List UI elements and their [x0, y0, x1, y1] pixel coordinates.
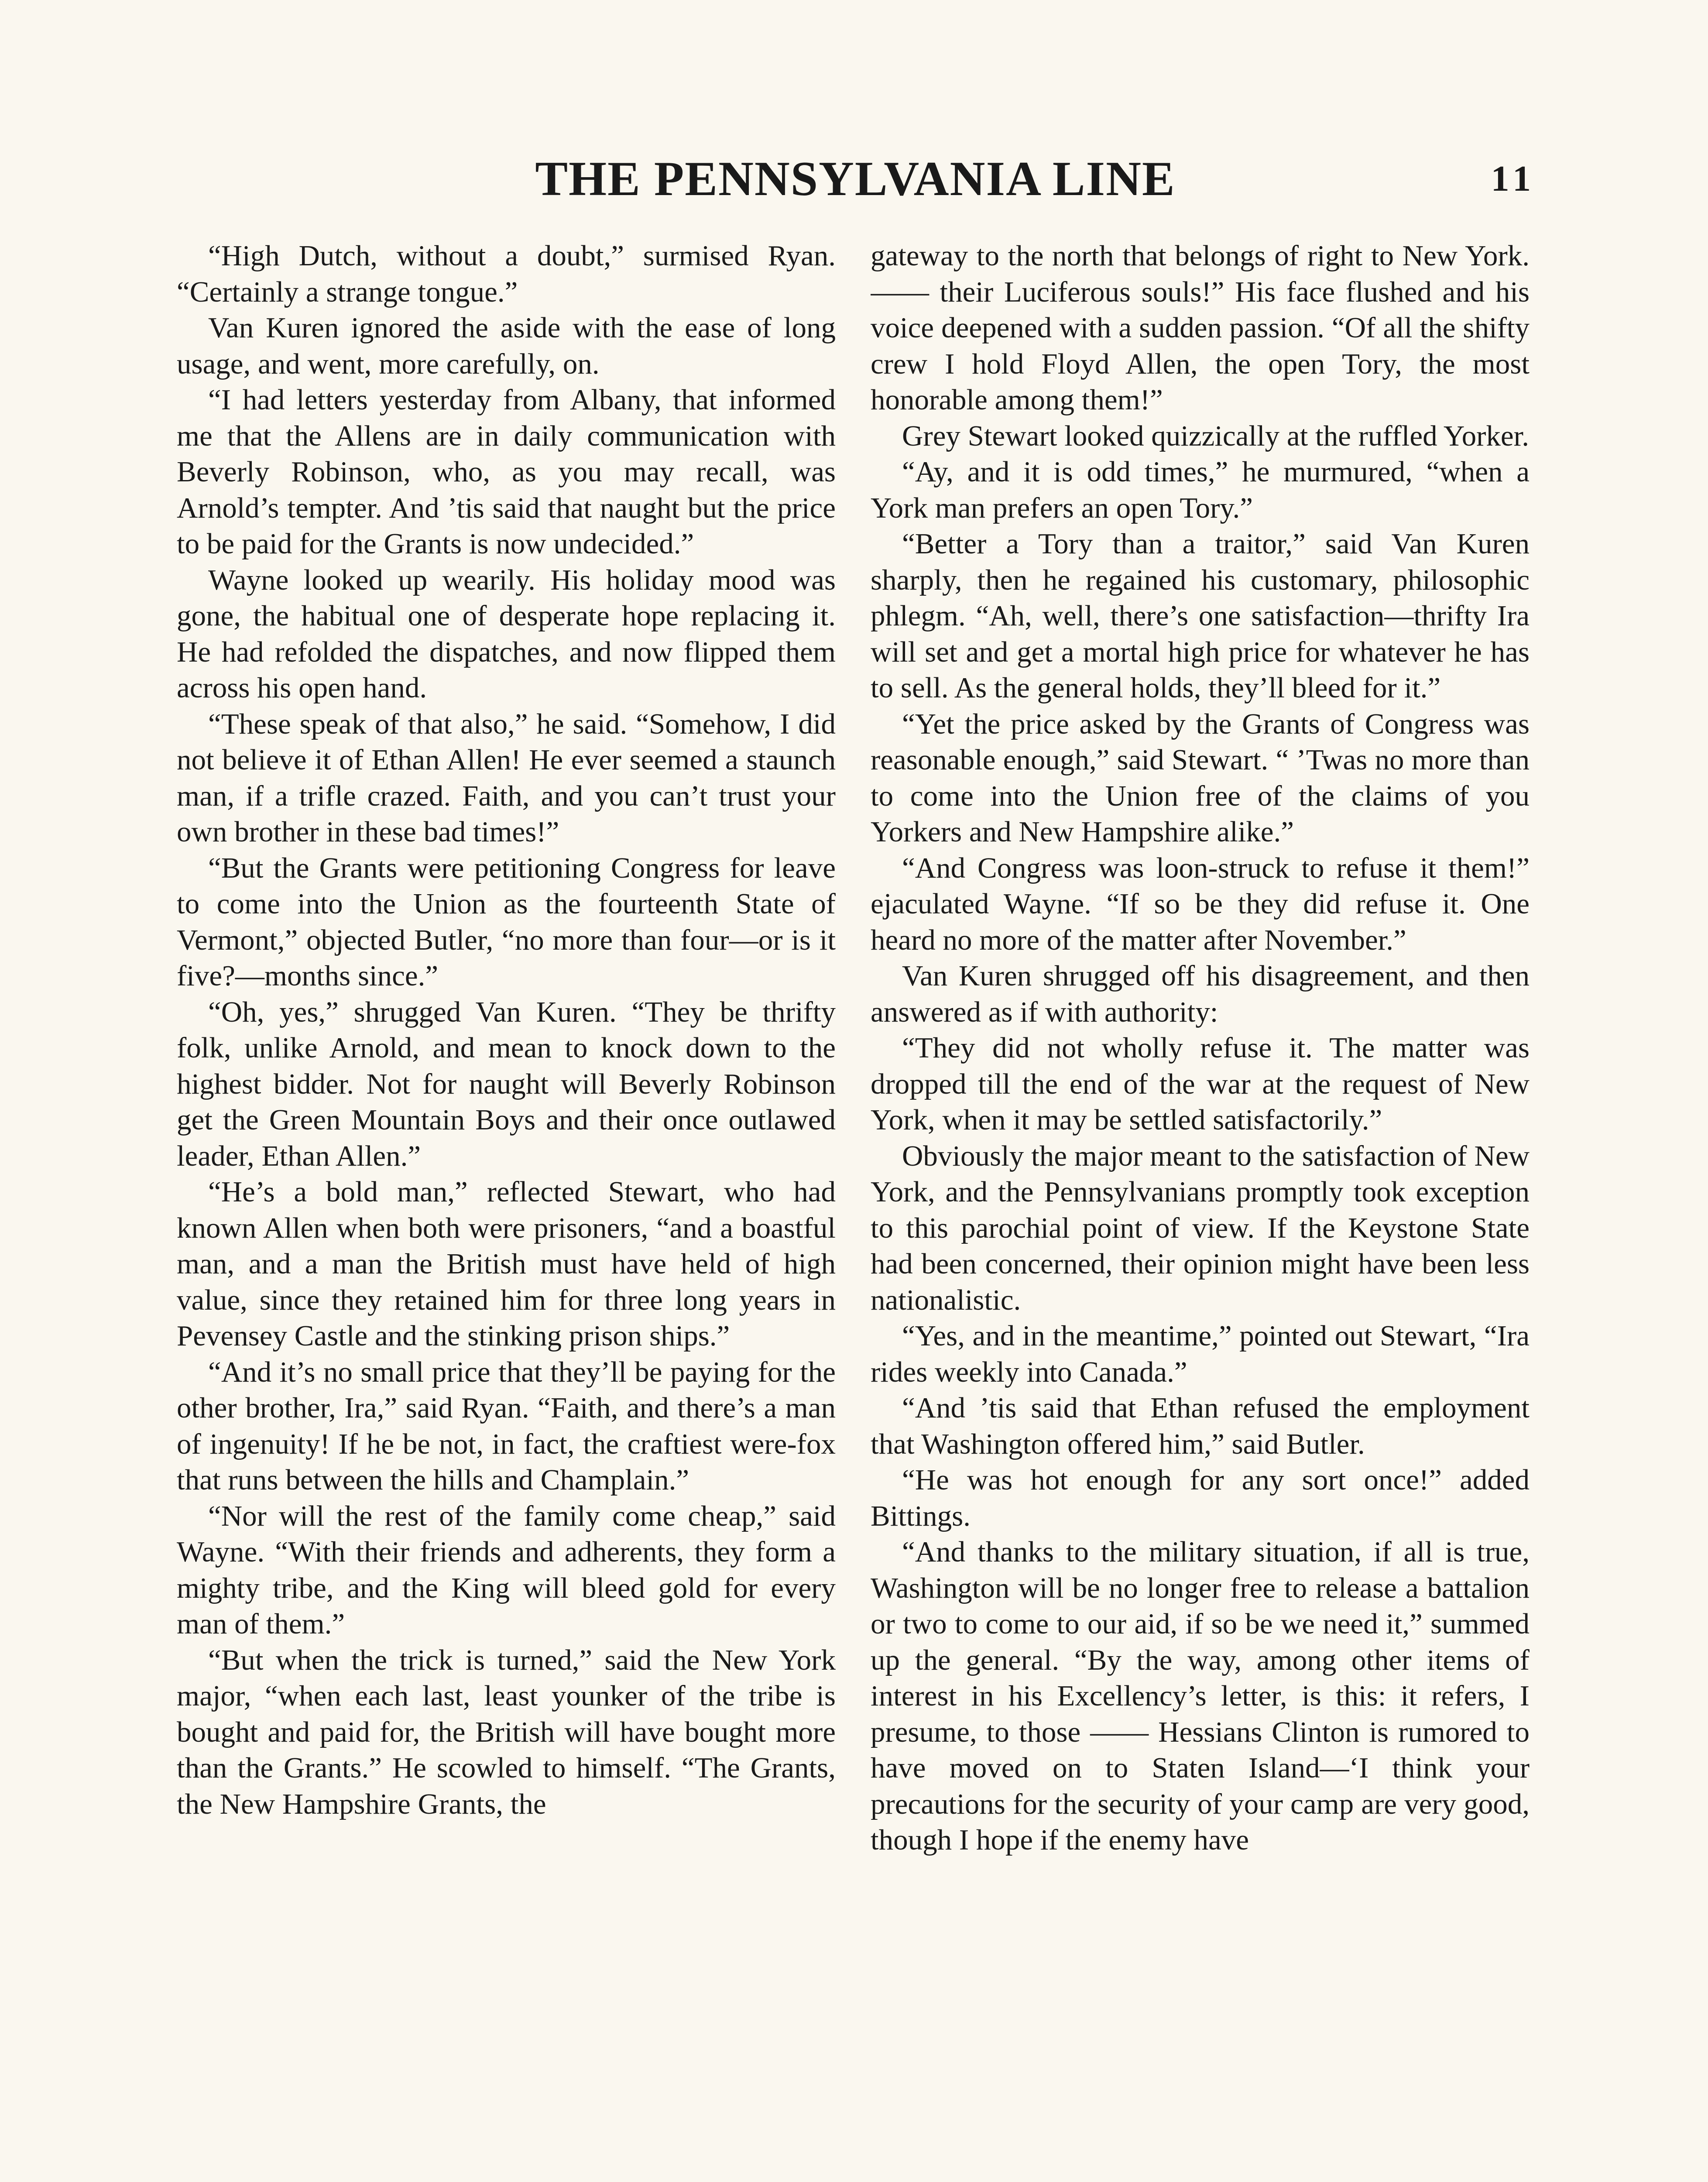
paragraph: “He was hot enough for any sort once!” added Bittings. — [871, 1464, 1530, 1532]
paragraph: “And thanks to the military situation, if all is true, Washington will be no longer free to release a battalion or two to come to our aid, if so be we need it,” summed up the general. “By the way, among other items of interest in his Excellency’s letter, is this: it refers, I presume, to those —— Hessians Clinton is rumored to have moved on to Staten Island—‘I think your precautions for the security of your camp are very good, though I hope if the enemy have — [871, 1536, 1530, 1856]
paragraph: “Oh, yes,” shrugged Van Kuren. “They be thrifty folk, unlike Arnold, and mean to knock down to the highest bidder. Not for naught will Beverly Robinson get the Green Mountain Boys and their once outlawed leader, Ethan Allen.” — [177, 995, 836, 1172]
right-column — [871, 238, 1530, 2182]
paragraph: Van Kuren ignored the aside with the ease of long usage, and went, more carefully, on. — [177, 312, 836, 380]
paragraph: “But the Grants were petitioning Congress for leave to come into the Union as the fourteenth State of Vermont,” objected Butler, “no more than four—or is it five?—months since.” — [177, 851, 836, 992]
paragraph: Van Kuren shrugged off his disagreement, and then answered as if with authority: — [871, 960, 1530, 1028]
left-column — [177, 238, 836, 2182]
paragraph: “I had letters yesterday from Albany, that informed me that the Allens are in daily communication with Beverly Robinson, who, as you may recall, was Arnold’s tempter. And ’tis said that naught but the price to be paid for the Grants is now undecided.” — [177, 384, 836, 560]
running-title: THE PENNSYLVANIA LINE — [535, 152, 1176, 206]
paragraph: Grey Stewart looked quizzically at the ruffled Yorker. — [902, 419, 1529, 452]
paragraph: “But when the trick is turned,” said the New York major, “when each last, least younker of the tribe is bought and paid for, the British will have bought more than the Grants.” He scowled to himself. “The Grants, the New Hampshire Grants, the — [177, 1643, 836, 1820]
paragraph: “Ay, and it is odd times,” he murmured, “when a York man prefers an open Tory.” — [871, 456, 1530, 524]
paragraph: “And it’s no small price that they’ll be paying for the other brother, Ira,” said Ryan. “Faith, and there’s a man of ingenuity! If he be not, in fact, the craftiest were-fox that runs between the hills and Champlain.” — [177, 1355, 836, 1496]
paragraph: “High Dutch, without a doubt,” surmised Ryan. “Certainly a strange tongue.” — [177, 240, 836, 308]
page-number: 11 — [1491, 158, 1536, 199]
paragraph-continued: gateway to the north that belongs of right to New York. —— their Luciferous souls!” His face flushed and his voice deepened with a sudden passion. “Of all the shifty crew I hold Floyd Allen, the open Tory, the most honorable among them!” — [871, 240, 1530, 416]
paragraph: “Better a Tory than a traitor,” said Van Kuren sharply, then he regained his customary, philosophic phlegm. “Ah, well, there’s one satisfaction—thrifty Ira will set and get a mortal high price for whatever he has to sell. As the general holds, they’ll bleed for it.” — [871, 528, 1530, 704]
page-header — [175, 144, 1536, 214]
paragraph: “They did not wholly refuse it. The matter was dropped till the end of the war at the request of New York, when it may be settled satisfactorily.” — [871, 1032, 1530, 1136]
paragraph: “Yet the price asked by the Grants of Congress was reasonable enough,” said Stewart. “ ’Twas no more than to come into the Union free of the claims of you Yorkers and New Hampshire alike.” — [871, 707, 1530, 848]
paragraph: “He’s a bold man,” reflected Stewart, who had known Allen when both were prisoners, “and a boastful man, and a man the British must have held of high value, since they retained him for three long years in Pevensey Castle and the stinking prison ships.” — [177, 1176, 836, 1352]
paragraph: “And ’tis said that Ethan refused the employment that Washington offered him,” said Butler. — [871, 1392, 1530, 1460]
paragraph: Obviously the major meant to the satisfaction of New York, and the Pennsylvanians promptly took exception to this parochial point of view. If the Keystone State had been concerned, their opinion might have been less nationalistic. — [871, 1139, 1530, 1316]
paragraph: “And Congress was loon-struck to refuse it them!” ejaculated Wayne. “If so be they did refuse it. One heard no more of the matter after November.” — [871, 851, 1530, 956]
paragraph: “Yes, and in the meantime,” pointed out Stewart, “Ira rides weekly into Canada.” — [871, 1320, 1530, 1388]
paragraph: Wayne looked up wearily. His holiday mood was gone, the habitual one of desperate hope replacing it. He had refolded the dispatches, and now flipped them across his open hand. — [177, 563, 836, 704]
paragraph: “Nor will the rest of the family come cheap,” said Wayne. “With their friends and adherents, they form a mighty tribe, and the King will bleed gold for every man of them.” — [177, 1499, 836, 1640]
paragraph: “These speak of that also,” he said. “Somehow, I did not believe it of Ethan Allen! He ever seemed a staunch man, if a trifle crazed. Faith, and you can’t trust your own brother in these bad times!” — [177, 707, 836, 848]
